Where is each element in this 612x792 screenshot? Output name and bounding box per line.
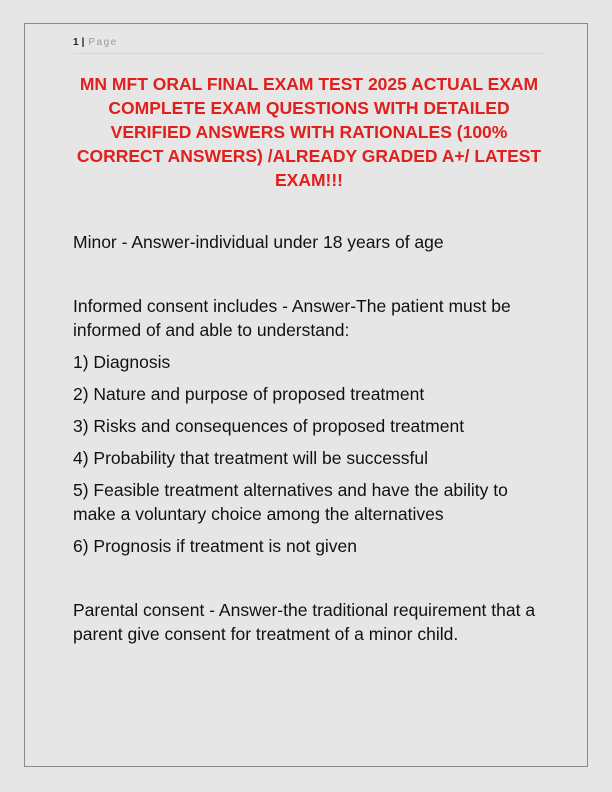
list-item: 1) Diagnosis [73, 352, 171, 372]
entry-minor: Minor - Answer-individual under 18 years of age [73, 232, 444, 252]
entry-informed-consent: Informed consent includes - Answer-The patient must be informed of and able to understand: [73, 296, 511, 340]
list-item: 6) Prognosis if treatment is not given [73, 536, 358, 556]
entry-parental-consent: Parental consent - Answer-the traditional requirement that a parent give consent for treatment of a minor child. [73, 600, 536, 644]
document-body [73, 230, 549, 646]
page-word: Page [88, 37, 118, 48]
page-number: 1 [73, 37, 79, 48]
document-page [24, 23, 588, 767]
list-item: 5) Feasible treatment alternatives and have the ability to make a voluntary choice among the alternatives [73, 480, 508, 524]
list-item: 2) Nature and purpose of proposed treatment [73, 384, 425, 404]
list-item: 3) Risks and consequences of proposed treatment [73, 416, 465, 436]
page-separator: | [81, 37, 85, 48]
list-item: 4) Probability that treatment will be successful [73, 448, 429, 468]
document-title: MN MFT ORAL FINAL EXAM TEST 2025 ACTUAL EXAM COMPLETE EXAM QUESTIONS WITH DETAILED VERIFIED ANSWERS WITH RATIONALES (100% CORRECT ANSWERS) /ALREADY GRADED A+/ LATEST EXAM!!! [76, 74, 542, 190]
page-header [73, 37, 545, 54]
